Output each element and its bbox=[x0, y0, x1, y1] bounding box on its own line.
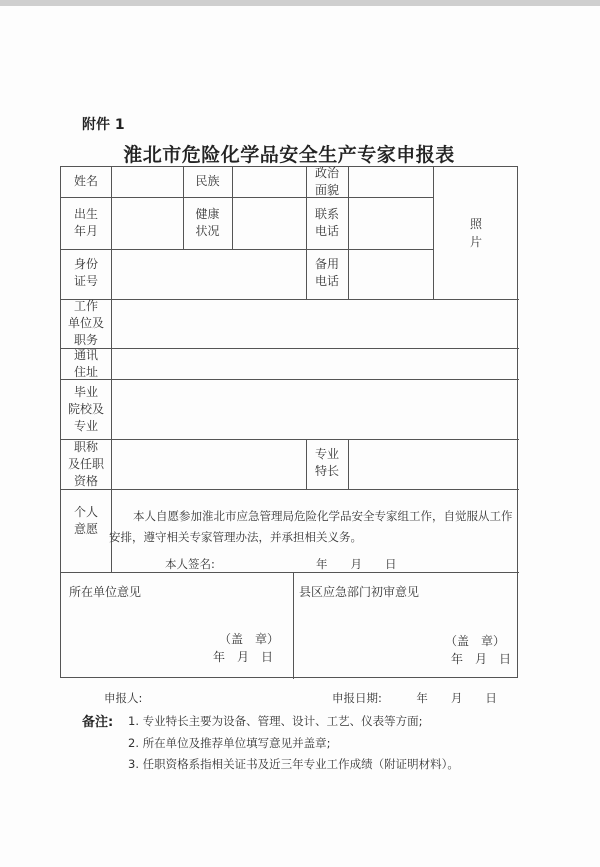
notes-label: 备注: bbox=[82, 715, 114, 730]
apply-date-label: 申报日期: 年 月 日 bbox=[332, 691, 497, 705]
unit-date: 年 月 日 bbox=[213, 650, 274, 664]
birth-date-label: 出生 年月 bbox=[73, 207, 98, 238]
address-label: 通讯 住址 bbox=[73, 348, 98, 379]
school-label: 毕业 院校及 专业 bbox=[67, 385, 104, 433]
attachment-label: 附件 1 bbox=[82, 117, 125, 133]
pledge-statement: 本人自愿参加淮北市应急管理局危险化学品安全专家组工作，自觉服从工作安排，遵守相关专家管理办法，并承担相关义务。 bbox=[109, 509, 513, 544]
row-divider bbox=[61, 439, 519, 440]
applicant-label: 申报人: bbox=[104, 691, 143, 705]
col-divider bbox=[293, 572, 294, 679]
application-form-table bbox=[60, 166, 518, 678]
row-divider bbox=[61, 249, 433, 250]
title-qualification-label: 职称 及任职 资格 bbox=[67, 440, 104, 488]
row-divider bbox=[61, 379, 519, 380]
signature-label: 本人签名: bbox=[165, 557, 215, 571]
note-item: 3. 任职资格系指相关证书及近三年专业工作成绩（附证明材料）。 bbox=[128, 757, 459, 771]
row-divider bbox=[61, 348, 519, 349]
name-label: 姓名 bbox=[73, 174, 98, 188]
willingness-label: 个人 意愿 bbox=[73, 505, 98, 536]
col-divider bbox=[232, 167, 233, 249]
specialty-label: 专业 特长 bbox=[314, 447, 339, 478]
document-page bbox=[0, 6, 600, 867]
signature-date: 年 月 日 bbox=[316, 557, 397, 571]
col-divider bbox=[348, 167, 349, 299]
note-item: 1. 专业特长主要为设备、管理、设计、工艺、仪表等方面; bbox=[128, 714, 423, 728]
employer-label: 工作 单位及 职务 bbox=[67, 299, 104, 347]
health-status-label: 健康 状况 bbox=[195, 207, 220, 238]
photo-label: 照 片 bbox=[469, 217, 482, 249]
phone-label: 联系 电话 bbox=[314, 207, 339, 238]
note-item: 2. 所在单位及推荐单位填写意见并盖章; bbox=[128, 736, 331, 750]
county-seal: （盖 章） bbox=[445, 634, 506, 648]
unit-seal: （盖 章） bbox=[219, 632, 280, 646]
row-divider bbox=[61, 572, 519, 573]
row-divider bbox=[61, 299, 519, 300]
backup-phone-label: 备用 电话 bbox=[314, 257, 339, 288]
id-number-label: 身份 证号 bbox=[73, 257, 98, 288]
row-divider bbox=[61, 197, 433, 198]
county-date: 年 月 日 bbox=[451, 652, 512, 666]
form-title: 淮北市危险化学品安全生产专家申报表 bbox=[123, 144, 455, 166]
col-divider bbox=[348, 439, 349, 489]
political-status-label: 政治 面貌 bbox=[314, 166, 339, 197]
unit-opinion-label: 所在单位意见 bbox=[69, 585, 142, 599]
county-opinion-label: 县区应急部门初审意见 bbox=[299, 585, 420, 599]
row-divider bbox=[61, 489, 519, 490]
ethnicity-label: 民族 bbox=[195, 174, 220, 188]
